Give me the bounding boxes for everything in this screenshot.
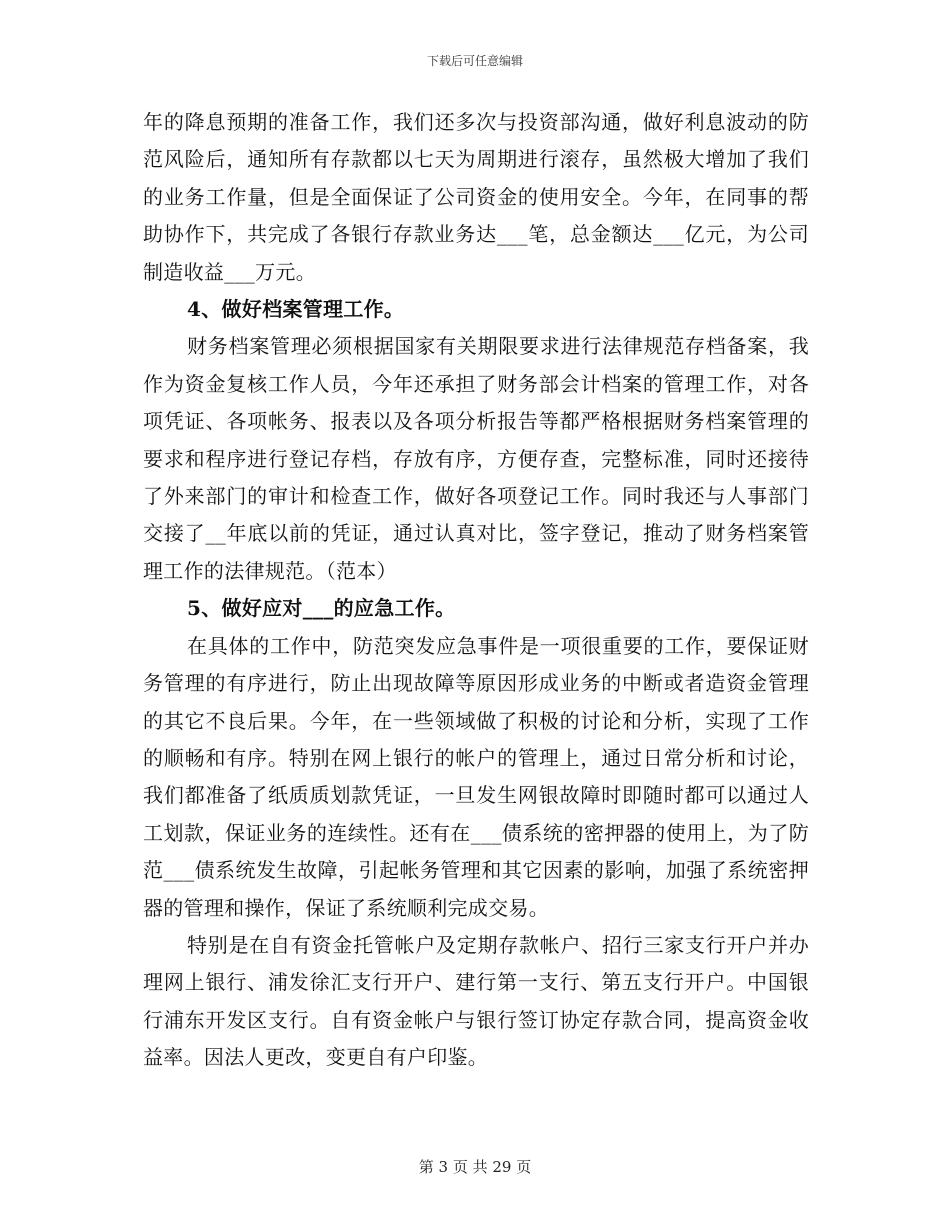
section-heading-emergency: 5、做好应对___的应急工作。	[187, 596, 456, 621]
paragraph-emergency: 在具体的工作中，防范突发应急事件是一项很重要的工作，要保证财务管理的有序进行，防止出现故障等原因形成业务的中断或者造资金管理的其它不良后果。今年，在一些领域做了积极的讨论和分析，实现了工作的顺畅和有序。特别在网上银行的帐户的管理上，通过日常分析和讨论，我们都准备了纸质质划款凭证，一旦发生网银故障时即随时都可以通过人工划款，保证业务的连续性。还有在___债系统的密押器的使用上，为了防范___债系统发生故障，引起帐务管理和其它因素的影响，加强了系统密押器的管理和操作，保证了系统顺利完成交易。	[143, 633, 809, 920]
paragraph-continuation: 年的降息预期的准备工作，我们还多次与投资部沟通，做好利息波动的防范风险后，通知所有存款都以七天为周期进行滚存，虽然极大增加了我们的业务工作量，但是全面保证了公司资金的使用安全。今年，在同事的帮助协作下，共完成了各银行存款业务达___笔，总金额达___亿元，为公司制造收益___万元。	[143, 110, 809, 284]
page-number: 第 3 页 共 29 页	[418, 1158, 532, 1176]
document-body	[143, 104, 809, 1077]
paragraph-accounts: 特别是在自有资金托管帐户及定期存款帐户、招行三家支行开户并办理网上银行、浦发徐汇支行开户、建行第一支行、第五支行开户。中国银行浦东开发区支行。自有资金帐户与银行签订协定存款合同，提高资金收益率。因法人更改，变更自有户印鉴。	[143, 932, 809, 1070]
page-header: 下载后可任意编辑	[426, 54, 523, 68]
paragraph-archive: 财务档案管理必须根据国家有关期限要求进行法律规范存档备案，我作为资金复核工作人员，今年还承担了财务部会计档案的管理工作，对各项凭证、各项帐务、报表以及各项分析报告等都严格根据财务档案管理的要求和程序进行登记存档，存放有序，方便存查，完整标准，同时还接待了外来部门的审计和检查工作，做好各项登记工作。同时我还与人事部门交接了__年底以前的凭证，通过认真对比，签字登记，推动了财务档案管理工作的法律规范。（范本）	[143, 334, 809, 583]
section-heading-archive: 4、做好档案管理工作。	[187, 297, 405, 322]
